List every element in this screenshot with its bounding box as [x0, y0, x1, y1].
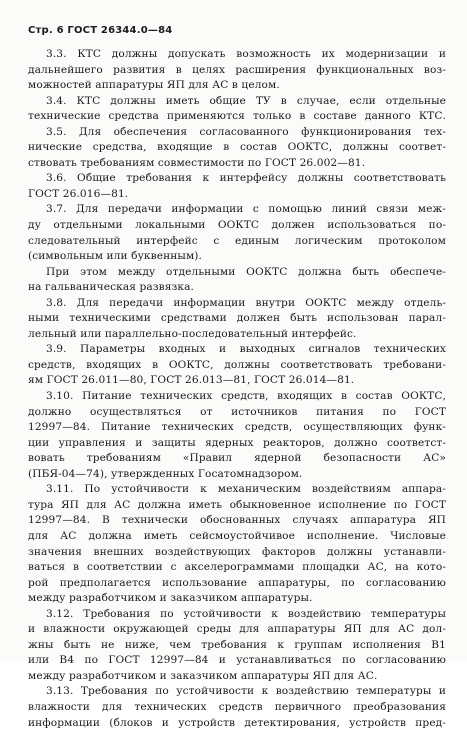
text-line: информации (блоков и устройств детектирования, устройств пред-: [28, 716, 446, 729]
text-line: рой предполагается использование аппаратуры, по согласованию: [28, 576, 446, 589]
text-line: 3.13. Требования по устойчивости к воздействию температуры и: [46, 685, 446, 698]
text-line: между разработчиком и заказчиком аппаратуры.: [28, 592, 313, 605]
text-line: 12997—84. Питание технических средств, осуществляющих функ-: [28, 421, 446, 434]
text-line: на гальваническая развязка.: [28, 281, 195, 294]
text-line: значения внешних воздействующих факторов должны устанавли-: [28, 545, 446, 558]
text-line: 3.3. КТС должны допускать возможность их модернизации и: [46, 48, 446, 60]
text-line: ду отдельными локальными ООКТС должен использоваться по-: [28, 219, 446, 232]
page-header: Стр. 6 ГОСТ 26344.0—84: [28, 25, 173, 36]
text-line: тура ЯП для АС должна иметь обыкновенное исполнение по ГОСТ: [28, 498, 446, 511]
text-line: 3.4. КТС должны иметь общие ТУ в случае, если отдельные: [46, 94, 446, 107]
text-line: должно осуществляться от источников питания по ГОСТ: [28, 405, 446, 418]
text-line: влажности для технических средств первичного преобразования: [28, 700, 446, 713]
text-line: следовательный интерфейс с единым логическим протоколом: [28, 234, 446, 247]
text-line: ям ГОСТ 26.011—80, ГОСТ 26.013—81, ГОСТ 26.014—81.: [28, 374, 355, 387]
text-line: или В4 по ГОСТ 12997—84 и устанавливаться по согласованию: [28, 654, 446, 667]
text-line: и влажности окружающей среды для аппаратуры ЯП для АС дол-: [28, 623, 446, 636]
text-line: 3.11. По устойчивости к механическим воздействиям аппара-: [46, 483, 446, 496]
text-line: дальнейшего развития в целях расширения функциональных воз-: [28, 63, 446, 76]
text-line: ными техническими средствами должен быть использован парал-: [28, 312, 446, 325]
text-line: лельный или параллельно-последовательный интерфейс.: [28, 327, 357, 340]
text-line: ствовать требованиям совместимости по ГОСТ 26.002—81.: [28, 156, 366, 169]
text-line: ваться в соответствии с акселерограммами площадки АС, на кото-: [28, 561, 446, 574]
text-line: (ПБЯ-04—74), утвержденных Госатомнадзором.: [28, 467, 303, 480]
text-line: 3.5. Для обеспечения согласованного функционирования тех-: [46, 125, 446, 138]
text-line: При этом между отдельными ООКТС должна быть обеспече-: [46, 265, 446, 278]
text-line: ГОСТ 26.016—81.: [28, 187, 129, 200]
body-text: [28, 47, 446, 731]
text-line: для АС должна иметь сейсмоустойчивое исполнение. Числовые: [28, 529, 446, 542]
text-line: жны быть не ниже, чем требования к группам исполнения В1: [28, 638, 446, 651]
text-line: технические средства применяются только в составе данного КТС.: [28, 110, 446, 123]
text-line: ции управления и защиты ядерных реакторов, должно соответст-: [28, 436, 446, 449]
text-line: 12997—84. В технически обоснованных случаях аппаратура ЯП: [28, 514, 446, 527]
text-line: 3.10. Питание технических средств, входящих в состав ООКТС,: [46, 390, 446, 403]
text-line: вовать требованиям «Правил ядерной безопасности АС»: [28, 452, 446, 465]
text-line: средств, входящих в ООКТС, должны соответствовать требовани-: [28, 358, 446, 371]
text-line: между разработчиком и заказчиком аппаратуры ЯП для АС.: [28, 669, 378, 682]
text-line: 3.7. Для передачи информации с помощью линий связи меж-: [46, 203, 446, 216]
text-line: 3.12. Требования по устойчивости к воздействию температуры: [46, 607, 446, 620]
text-line: 3.8. Для передачи информации внутри ООКТС между отдель-: [46, 296, 446, 309]
text-line: нические средства, входящие в состав ООКТС, должны соответ-: [28, 141, 446, 154]
text-line: можностей аппаратуры ЯП для АС в целом.: [28, 79, 280, 92]
text-line: 3.6. Общие требования к интерфейсу должны соответствовать: [46, 172, 446, 185]
text-line: (символьным или буквенным).: [28, 250, 202, 263]
text-line: 3.9. Параметры входных и выходных сигналов технических: [46, 343, 446, 356]
